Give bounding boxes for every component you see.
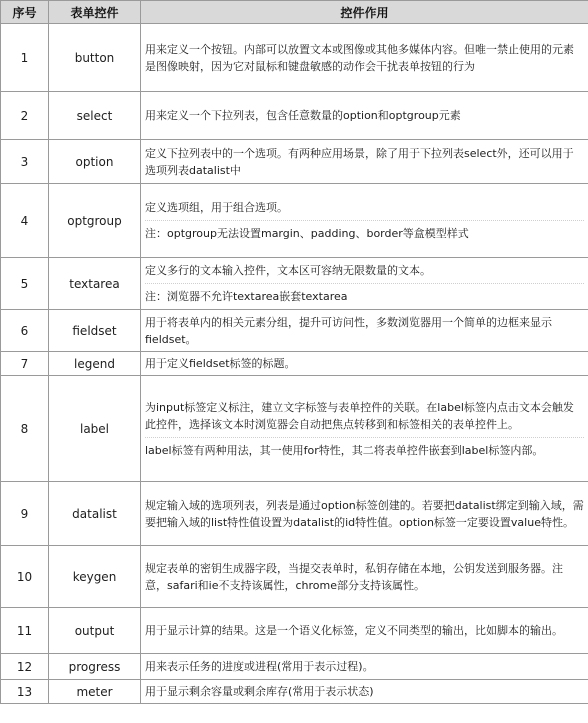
- row-description: [141, 24, 588, 92]
- table-row: [1, 680, 588, 704]
- row-description: [141, 680, 588, 704]
- row-control-name: select: [49, 92, 141, 140]
- table-row: [1, 654, 588, 680]
- header-number: 序号: [1, 1, 49, 24]
- description-text: 规定表单的密钥生成器字段，当提交表单时，私钥存储在本地，公钥发送到服务器。注意，safari和ie不支持该属性，chrome部分支持该属性。: [145, 561, 563, 592]
- row-number: 11: [1, 608, 49, 654]
- description-text: 用来表示任务的进度或进程(常用于表示过程)。: [145, 660, 374, 673]
- description-text: 用于定义fieldset标签的标题。: [145, 357, 296, 370]
- table-row: [1, 184, 588, 258]
- description-note: 注：optgroup无法设置margin、padding、border等盒模型样式: [145, 220, 584, 242]
- row-control-name: output: [49, 608, 141, 654]
- row-number: 7: [1, 352, 49, 376]
- row-description: [141, 140, 588, 184]
- table-row: [1, 482, 588, 546]
- row-description: [141, 92, 588, 140]
- row-description: [141, 376, 588, 482]
- row-description: [141, 482, 588, 546]
- row-control-name: fieldset: [49, 310, 141, 352]
- description-text: 用来定义一个按钮。内部可以放置文本或图像或其他多媒体内容。但唯一禁止使用的元素是图像映射，因为它对鼠标和键盘敏感的动作会干扰表单按钮的行为: [145, 42, 574, 73]
- table-row: [1, 310, 588, 352]
- row-control-name: option: [49, 140, 141, 184]
- row-control-name: legend: [49, 352, 141, 376]
- row-number: 10: [1, 546, 49, 608]
- table-header-row: [1, 1, 588, 24]
- row-description: [141, 608, 588, 654]
- row-control-name: keygen: [49, 546, 141, 608]
- description-text: 定义下拉列表中的一个选项。有两种应用场景，除了用于下拉列表select外，还可以用于选项列表datalist中: [145, 146, 574, 177]
- row-number: 3: [1, 140, 49, 184]
- row-number: 13: [1, 680, 49, 704]
- description-note: label标签有两种用法，其一使用for特性，其二将表单控件嵌套到label标签内部。: [145, 437, 584, 459]
- row-control-name: datalist: [49, 482, 141, 546]
- row-control-name: progress: [49, 654, 141, 680]
- description-text: 定义选项组，用于组合选项。: [145, 201, 288, 214]
- row-number: 12: [1, 654, 49, 680]
- description-text: 定义多行的文本输入控件，文本区可容纳无限数量的文本。: [145, 264, 431, 277]
- row-number: 8: [1, 376, 49, 482]
- row-number: 4: [1, 184, 49, 258]
- table-row: [1, 24, 588, 92]
- row-description: [141, 352, 588, 376]
- row-description: [141, 184, 588, 258]
- row-number: 5: [1, 258, 49, 310]
- description-text: 为input标签定义标注，建立文字标签与表单控件的关联。在label标签内点击文本会触发此控件，选择该文本时浏览器会自动把焦点转移到和标签相关的表单控件上。: [145, 400, 574, 431]
- description-note: 注：浏览器不允许textarea嵌套textarea: [145, 283, 584, 305]
- row-control-name: optgroup: [49, 184, 141, 258]
- row-control-name: textarea: [49, 258, 141, 310]
- row-number: 6: [1, 310, 49, 352]
- description-text: 规定输入域的选项列表，列表是通过option标签创建的。若要把datalist绑定到输入域，需要把输入域的list特性值设置为datalist的id特性值。option标签一定要设置value特性。: [145, 498, 584, 529]
- table-row: [1, 140, 588, 184]
- row-description: [141, 258, 588, 310]
- row-description: [141, 310, 588, 352]
- row-number: 1: [1, 24, 49, 92]
- table-row: [1, 258, 588, 310]
- header-description: 控件作用: [141, 1, 588, 24]
- row-number: 2: [1, 92, 49, 140]
- row-description: [141, 654, 588, 680]
- row-control-name: meter: [49, 680, 141, 704]
- table-row: [1, 546, 588, 608]
- table-row: [1, 92, 588, 140]
- row-control-name: button: [49, 24, 141, 92]
- description-text: 用于显示剩余容量或剩余库存(常用于表示状态): [145, 685, 374, 698]
- row-description: [141, 546, 588, 608]
- row-number: 9: [1, 482, 49, 546]
- table-row: [1, 352, 588, 376]
- table-row: [1, 608, 588, 654]
- table-row: [1, 376, 588, 482]
- description-text: 用于将表单内的相关元素分组，提升可访问性，多数浏览器用一个简单的边框来显示fieldset。: [145, 315, 552, 346]
- header-control: 表单控件: [49, 1, 141, 24]
- description-text: 用于显示计算的结果。这是一个语义化标签，定义不同类型的输出，比如脚本的输出。: [145, 624, 563, 637]
- description-text: 用来定义一个下拉列表，包含任意数量的option和optgroup元素: [145, 109, 461, 122]
- row-control-name: label: [49, 376, 141, 482]
